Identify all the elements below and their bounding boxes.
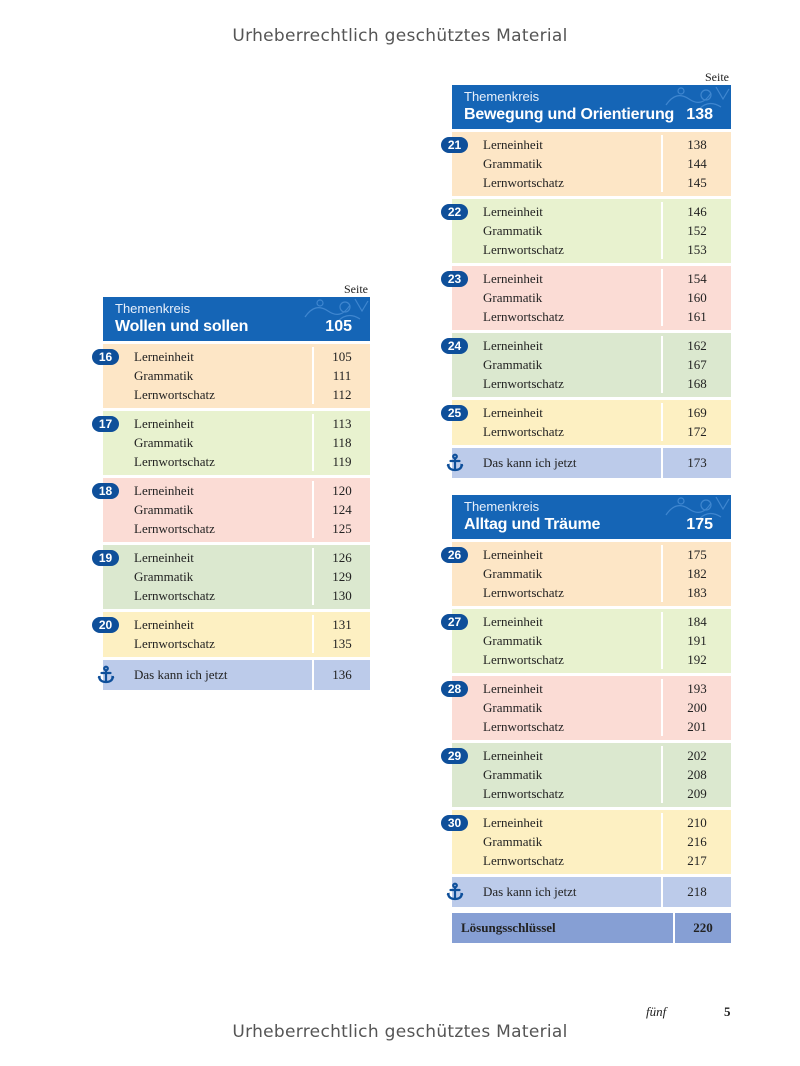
toc-row[interactable] — [452, 851, 731, 870]
toc-row-page: 131 — [332, 617, 352, 632]
unit-rows — [452, 609, 731, 673]
toc-row[interactable] — [452, 564, 731, 583]
toc-row-label: Lernwortschatz — [483, 786, 564, 801]
unit-19 — [98, 545, 370, 609]
unit-rows — [452, 132, 731, 196]
toc-row-label: Grammatik — [483, 834, 543, 849]
toc-row-label: Grammatik — [483, 156, 543, 171]
unit-number-badge: 24 — [441, 338, 468, 354]
unit-23 — [447, 266, 731, 330]
unit-number-badge: 19 — [92, 550, 119, 566]
toc-row-page: 210 — [687, 815, 707, 830]
summary-page: 173 — [687, 455, 707, 470]
toc-row-page: 138 — [687, 137, 707, 152]
toc-row-page: 154 — [687, 271, 707, 286]
unit-rows — [103, 545, 370, 609]
toc-block-wollen-und-sollen — [98, 282, 370, 690]
toc-row-page: 172 — [687, 424, 707, 439]
toc-row[interactable] — [452, 765, 731, 784]
toc-row-page: 135 — [332, 636, 352, 651]
answer-key-row[interactable] — [452, 913, 731, 943]
toc-row[interactable] — [452, 746, 731, 765]
unit-24 — [447, 333, 731, 397]
toc-row-label: Lerneinheit — [483, 405, 543, 420]
toc-row[interactable] — [452, 221, 731, 240]
toc-row-label: Lernwortschatz — [483, 853, 564, 868]
toc-row-page: 192 — [687, 652, 707, 667]
theme-page-number: 105 — [325, 318, 352, 335]
toc-row-label: Grammatik — [134, 502, 194, 517]
unit-number-badge: 26 — [441, 547, 468, 563]
theme-title: Wollen und sollen — [115, 318, 249, 335]
toc-row-page: 162 — [687, 338, 707, 353]
toc-row-label: Lerneinheit — [483, 547, 543, 562]
unit-number-badge: 22 — [441, 204, 468, 220]
toc-row-label: Lerneinheit — [483, 815, 543, 830]
unit-rows — [452, 266, 731, 330]
toc-row-page: 125 — [332, 521, 352, 536]
toc-row-label: Lerneinheit — [483, 137, 543, 152]
toc-row-page: 118 — [332, 435, 352, 450]
toc-row[interactable] — [452, 374, 731, 393]
toc-row[interactable] — [452, 202, 731, 221]
toc-row[interactable] — [452, 717, 731, 736]
toc-row[interactable] — [452, 135, 731, 154]
toc-row-page: 145 — [687, 175, 707, 190]
toc-row-label: Grammatik — [483, 633, 543, 648]
toc-row-page: 113 — [332, 416, 352, 431]
summary-row[interactable] — [452, 448, 731, 478]
toc-row[interactable] — [103, 433, 370, 452]
toc-row-page: 152 — [687, 223, 707, 238]
toc-row-page: 144 — [687, 156, 707, 171]
toc-row-label: Lerneinheit — [483, 271, 543, 286]
toc-row[interactable] — [452, 307, 731, 326]
theme-header — [452, 495, 731, 539]
toc-row-page: 167 — [687, 357, 707, 372]
unit-26 — [447, 542, 731, 606]
unit-rows — [452, 676, 731, 740]
unit-number-badge: 29 — [441, 748, 468, 764]
toc-row[interactable] — [103, 366, 370, 385]
toc-row-page: 202 — [687, 748, 707, 763]
toc-row[interactable] — [452, 355, 731, 374]
toc-row[interactable] — [452, 545, 731, 564]
toc-row[interactable] — [103, 586, 370, 605]
toc-row-label: Grammatik — [134, 368, 194, 383]
theme-header — [452, 85, 731, 129]
unit-number-badge: 28 — [441, 681, 468, 697]
unit-rows — [452, 810, 731, 874]
toc-row[interactable] — [103, 414, 370, 433]
footer-page-word: fünf — [646, 1004, 667, 1019]
answer-key-label: Lösungsschlüssel — [461, 920, 556, 935]
toc-row-label: Lernwortschatz — [483, 242, 564, 257]
unit-number-badge: 18 — [92, 483, 119, 499]
toc-row-label: Lernwortschatz — [483, 424, 564, 439]
toc-row[interactable] — [452, 832, 731, 851]
theme-prefix: Themenkreis — [115, 301, 191, 316]
toc-row[interactable] — [103, 500, 370, 519]
toc-row[interactable] — [452, 650, 731, 669]
toc-row-page: 200 — [687, 700, 707, 715]
toc-row-label: Grammatik — [483, 223, 543, 238]
unit-rows — [103, 344, 370, 408]
toc-row[interactable] — [452, 269, 731, 288]
toc-row-label: Grammatik — [134, 435, 194, 450]
unit-rows — [103, 478, 370, 542]
toc-row-label: Lernwortschatz — [134, 387, 215, 402]
watermark-bottom: Urheberrechtlich geschütztes Material — [232, 1022, 568, 1042]
theme-page-number: 175 — [686, 516, 713, 533]
toc-row[interactable] — [103, 452, 370, 471]
toc-block-alltag-und-traeume — [447, 495, 731, 907]
toc-row-label: Lernwortschatz — [483, 585, 564, 600]
unit-rows — [103, 411, 370, 475]
unit-rows — [452, 333, 731, 397]
toc-row-label: Lernwortschatz — [483, 376, 564, 391]
toc-row[interactable] — [103, 567, 370, 586]
toc-block-bewegung-und-orientierung — [447, 70, 731, 478]
theme-header — [103, 297, 370, 341]
toc-row[interactable] — [103, 481, 370, 500]
unit-17 — [98, 411, 370, 475]
unit-29 — [447, 743, 731, 807]
toc-row-page: 129 — [332, 569, 352, 584]
toc-row-page: 209 — [687, 786, 707, 801]
toc-row[interactable] — [452, 154, 731, 173]
answer-key-page: 220 — [693, 920, 713, 935]
toc-row-page: 201 — [687, 719, 707, 734]
unit-18 — [98, 478, 370, 542]
toc-row[interactable] — [452, 240, 731, 259]
unit-rows — [452, 199, 731, 263]
toc-row-page: 184 — [687, 614, 707, 629]
toc-row-label: Lernwortschatz — [134, 454, 215, 469]
seite-label: Seite — [344, 282, 368, 296]
toc-row-label: Lerneinheit — [483, 681, 543, 696]
toc-row-label: Lerneinheit — [483, 204, 543, 219]
unit-number-badge: 16 — [92, 349, 119, 365]
theme-prefix: Themenkreis — [464, 499, 540, 514]
toc-row-page: 111 — [332, 368, 352, 383]
toc-row-page: 153 — [687, 242, 707, 257]
unit-number-badge: 27 — [441, 614, 468, 630]
unit-number-badge: 23 — [441, 271, 468, 287]
toc-row[interactable] — [452, 288, 731, 307]
toc-row-label: Lernwortschatz — [134, 636, 215, 651]
toc-row[interactable] — [103, 615, 370, 634]
toc-row-page: 161 — [687, 309, 707, 324]
summary-page: 218 — [687, 884, 707, 899]
toc-row-page: 182 — [687, 566, 707, 581]
toc-row-page: 208 — [687, 767, 707, 782]
toc-row-label: Lernwortschatz — [134, 588, 215, 603]
toc-row-label: Grammatik — [483, 357, 543, 372]
unit-25 — [447, 400, 731, 445]
unit-27 — [447, 609, 731, 673]
anchor-icon — [445, 453, 465, 473]
summary-label: Das kann ich jetzt — [134, 667, 228, 682]
footer-page-number: 5 — [724, 1004, 731, 1019]
unit-rows — [103, 612, 370, 657]
toc-row-label: Lerneinheit — [483, 338, 543, 353]
unit-rows — [452, 542, 731, 606]
toc-row[interactable] — [452, 583, 731, 602]
toc-row-page: 130 — [332, 588, 352, 603]
toc-row-page: 191 — [687, 633, 707, 648]
toc-row[interactable] — [452, 698, 731, 717]
toc-row[interactable] — [452, 173, 731, 192]
toc-row-page: 193 — [687, 681, 707, 696]
toc-row-page: 124 — [332, 502, 352, 517]
theme-prefix: Themenkreis — [464, 89, 540, 104]
toc-row[interactable] — [452, 422, 731, 441]
summary-row[interactable] — [103, 660, 370, 690]
toc-row-page: 183 — [687, 585, 707, 600]
toc-row-page: 119 — [332, 454, 352, 469]
toc-row[interactable] — [452, 631, 731, 650]
toc-row-page: 175 — [687, 547, 707, 562]
unit-number-badge: 25 — [441, 405, 468, 421]
unit-number-badge: 30 — [441, 815, 468, 831]
unit-28 — [447, 676, 731, 740]
toc-row-page: 216 — [687, 834, 707, 849]
theme-title: Bewegung und Orientierung — [464, 106, 675, 123]
toc-row[interactable] — [452, 813, 731, 832]
watermark-top: Urheberrechtlich geschütztes Material — [232, 26, 568, 46]
seite-label: Seite — [705, 70, 729, 84]
toc-row[interactable] — [452, 784, 731, 803]
unit-rows — [452, 743, 731, 807]
toc-row-label: Lerneinheit — [134, 617, 194, 632]
toc-row-label: Grammatik — [483, 700, 543, 715]
toc-row-label: Lernwortschatz — [483, 175, 564, 190]
theme-title: Alltag und Träume — [464, 516, 601, 533]
toc-row-label: Lerneinheit — [483, 748, 543, 763]
summary-row[interactable] — [452, 877, 731, 907]
toc-row[interactable] — [452, 336, 731, 355]
toc-row-page: 146 — [687, 204, 707, 219]
toc-row-page: 105 — [332, 349, 352, 364]
toc-row-label: Grammatik — [483, 767, 543, 782]
toc-row-label: Lerneinheit — [134, 550, 194, 565]
toc-row-label: Lerneinheit — [134, 483, 194, 498]
unit-number-badge: 17 — [92, 416, 119, 432]
unit-20 — [98, 612, 370, 657]
toc-row[interactable] — [103, 548, 370, 567]
toc-row[interactable] — [103, 347, 370, 366]
unit-22 — [447, 199, 731, 263]
toc-row-label: Grammatik — [134, 569, 194, 584]
toc-row-label: Lerneinheit — [483, 614, 543, 629]
unit-number-badge: 20 — [92, 617, 119, 633]
toc-row-label: Grammatik — [483, 566, 543, 581]
toc-row-label: Lernwortschatz — [483, 309, 564, 324]
toc-row-page: 169 — [687, 405, 707, 420]
unit-16 — [98, 344, 370, 408]
anchor-icon — [445, 882, 465, 902]
toc-row-page: 217 — [687, 853, 707, 868]
toc-row-page: 126 — [332, 550, 352, 565]
toc-row-label: Lernwortschatz — [483, 719, 564, 734]
toc-row-page: 168 — [687, 376, 707, 391]
summary-label: Das kann ich jetzt — [483, 455, 577, 470]
toc-row[interactable] — [452, 403, 731, 422]
unit-21 — [447, 132, 731, 196]
summary-label: Das kann ich jetzt — [483, 884, 577, 899]
toc-row-page: 160 — [687, 290, 707, 305]
toc-row-label: Lerneinheit — [134, 416, 194, 431]
unit-number-badge: 21 — [441, 137, 468, 153]
toc-row[interactable] — [103, 385, 370, 404]
unit-30 — [447, 810, 731, 874]
anchor-icon — [96, 665, 116, 685]
toc-row[interactable] — [103, 634, 370, 653]
toc-row-page: 120 — [332, 483, 352, 498]
toc-row-label: Lernwortschatz — [134, 521, 215, 536]
toc-row-page: 112 — [332, 387, 352, 402]
toc-row-label: Lerneinheit — [134, 349, 194, 364]
unit-rows — [452, 400, 731, 445]
summary-page: 136 — [332, 667, 352, 682]
toc-row[interactable] — [452, 679, 731, 698]
theme-page-number: 138 — [686, 106, 713, 123]
toc-row-label: Lernwortschatz — [483, 652, 564, 667]
toc-row[interactable] — [452, 612, 731, 631]
toc-row[interactable] — [103, 519, 370, 538]
toc-row-label: Grammatik — [483, 290, 543, 305]
